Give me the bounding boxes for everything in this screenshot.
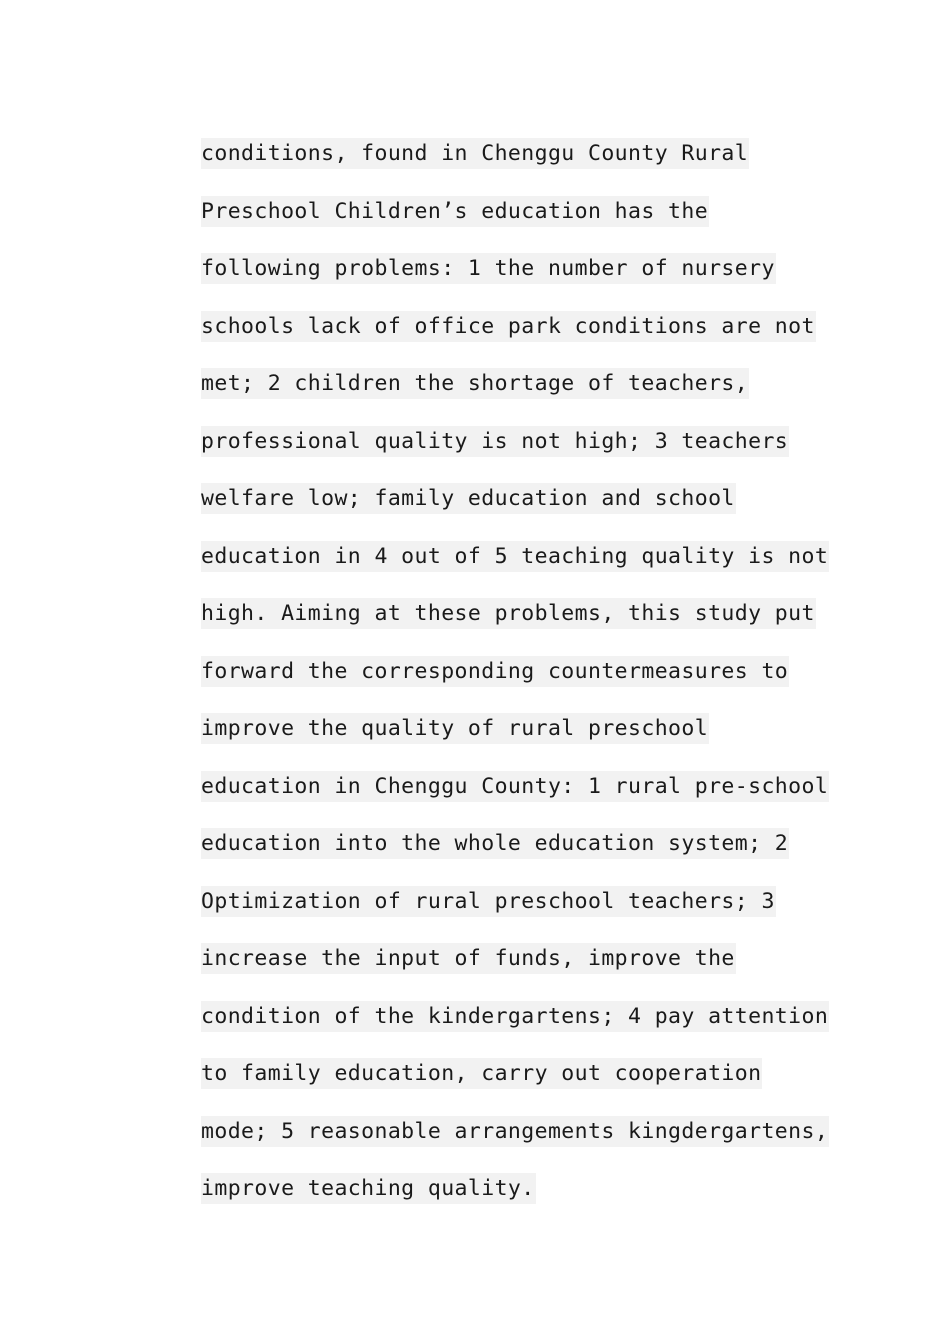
- text-line: [201, 253, 821, 311]
- text-line: [201, 828, 821, 886]
- text-line-content: forward the corresponding countermeasures to: [201, 656, 789, 687]
- text-line: [201, 598, 821, 656]
- text-line: [201, 368, 821, 426]
- text-line-content: conditions, found in Chenggu County Rural: [201, 138, 749, 169]
- text-line-content: professional quality is not high; 3 teachers: [201, 426, 789, 457]
- text-line-content: improve teaching quality.: [201, 1173, 536, 1204]
- text-line: [201, 196, 821, 254]
- text-line-content: welfare low; family education and school: [201, 483, 736, 514]
- text-line-content: education into the whole education system; 2: [201, 828, 789, 859]
- text-line-content: education in 4 out of 5 teaching quality is not: [201, 541, 829, 572]
- text-line-content: mode; 5 reasonable arrangements kingdergartens,: [201, 1116, 829, 1147]
- text-line: [201, 1001, 829, 1059]
- text-line-content: condition of the kindergartens; 4 pay attention: [201, 1001, 829, 1032]
- text-line: [201, 656, 821, 714]
- text-line: [201, 1173, 821, 1231]
- text-line-content: education in Chenggu County: 1 rural pre-school: [201, 771, 829, 802]
- text-line: [201, 1058, 821, 1116]
- text-line-content: met; 2 children the shortage of teachers,: [201, 368, 749, 399]
- text-line-content: Optimization of rural preschool teachers; 3: [201, 886, 776, 917]
- text-line: [201, 943, 821, 1001]
- text-line-content: improve the quality of rural preschool: [201, 713, 709, 744]
- text-line: [201, 541, 829, 599]
- text-line: [201, 1116, 829, 1174]
- text-line-content: following problems: 1 the number of nursery: [201, 253, 776, 284]
- text-line: [201, 138, 821, 196]
- text-line-content: Preschool Children’s education has the: [201, 196, 709, 227]
- text-line-content: high. Aiming at these problems, this study put: [201, 598, 816, 629]
- text-line: [201, 426, 821, 484]
- text-line-content: schools lack of office park conditions are not: [201, 311, 816, 342]
- text-line-content: to family education, carry out cooperation: [201, 1058, 762, 1089]
- text-line-content: increase the input of funds, improve the: [201, 943, 736, 974]
- abstract-paragraph: [201, 138, 829, 1231]
- text-line: [201, 483, 821, 541]
- text-line: [201, 311, 821, 369]
- text-line: [201, 771, 829, 829]
- text-line: [201, 886, 821, 944]
- text-line: [201, 713, 821, 771]
